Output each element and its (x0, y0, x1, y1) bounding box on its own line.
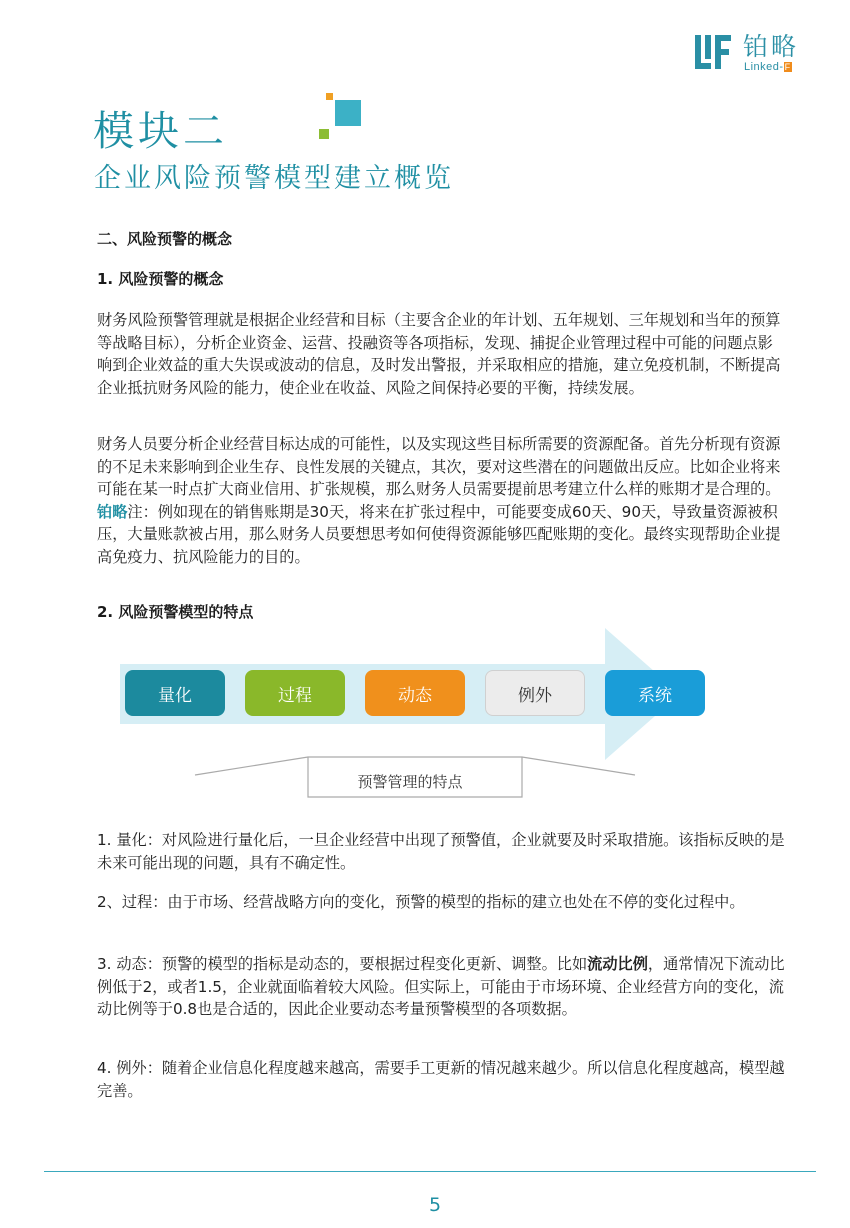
diagram-caption: 预警管理的特点 (357, 773, 463, 791)
feature-item-2: 2、过程：由于市场、经营战略方向的变化，预警的模型的指标的建立也处在不停的变化过程中。 (97, 893, 745, 911)
feature-item-3: 3. 动态：预警的模型的指标是动态的，要根据过程变化更新、调整。比如流动比例，通常情况下流动比例低于2，或者1.5，企业就面临着较大风险。但实际上，可能由于市场环境、企业经营方向的变化，流动比例等于0.8也是合适的，因此企业要动态考量预警模型的各项数据。 (97, 955, 785, 1018)
decor-square-orange (326, 93, 333, 100)
logo-subtitle: Linked-F (744, 61, 791, 73)
feature-pill-dynamic: 动态 (365, 670, 465, 716)
paragraph-2: 财务人员要分析企业经营目标达成的可能性，以及实现这些目标所需要的资源配备。首先分析现有资源的不足未来影响到企业生存、良性发展的关键点，其次，要对这些潜在的问题做出反应。比如企业将来可能在某一时点扩大商业信用、扩张规模，那么财务人员需要提前思考建立什么样的账期才是合理的。铂略注：例如现在的销售账期是30天，将来在扩张过程中，可能要变成60天、90天，导致量资源被积压，大量账款被占用，那么财务人员要想思考如何使得资源能够匹配账期的变化。最终实现帮助企业提高免疫力、抗风险能力的目的。 (97, 435, 781, 566)
footer-divider (44, 1171, 816, 1172)
logo-icon (693, 33, 733, 71)
feature-item-4: 4. 例外：随着企业信息化程度越来越高，需要手工更新的情况越来越少。所以信息化程度越高，模型越完善。 (97, 1059, 785, 1100)
feature-pill-exception: 例外 (485, 670, 585, 716)
sub-heading-2: 2. 风险预警模型的特点 (97, 603, 254, 621)
bold-term: 流动比例 (587, 955, 648, 973)
feature-item-1: 1. 量化：对风险进行量化后，一旦企业经营中出现了预警值，企业就要及时采取措施。该指标反映的是未来可能出现的问题，具有不确定性。 (97, 831, 785, 872)
module-title: 模块二 (93, 107, 228, 155)
page-number: 5 (428, 1194, 442, 1216)
feature-pill-system: 系统 (605, 670, 705, 716)
decor-square-green (319, 129, 329, 139)
feature-pill-process: 过程 (245, 670, 345, 716)
decor-square-teal (335, 100, 361, 126)
section-heading: 二、风险预警的概念 (97, 230, 233, 248)
brand-highlight: 铂略 (97, 502, 128, 521)
module-subtitle: 企业风险预警模型建立概览 (94, 163, 454, 194)
feature-pill-quantify: 量化 (125, 670, 225, 716)
logo-name: 铂略 (743, 32, 800, 61)
sub-heading-1: 1. 风险预警的概念 (97, 270, 224, 288)
paragraph-1: 财务风险预警管理就是根据企业经营和目标（主要含企业的年计划、五年规划、三年规划和当年的预算等战略目标），分析企业资金、运营、投融资等各项指标，发现、捕捉企业管理过程中可能的问题点影响到企业效益的重大失误或波动的信息，及时发出警报，并采取相应的措施，建立免疫机制，不断提高企业抵抗财务风险的能力，使企业在收益、风险之间保持必要的平衡，持续发展。 (97, 311, 781, 397)
